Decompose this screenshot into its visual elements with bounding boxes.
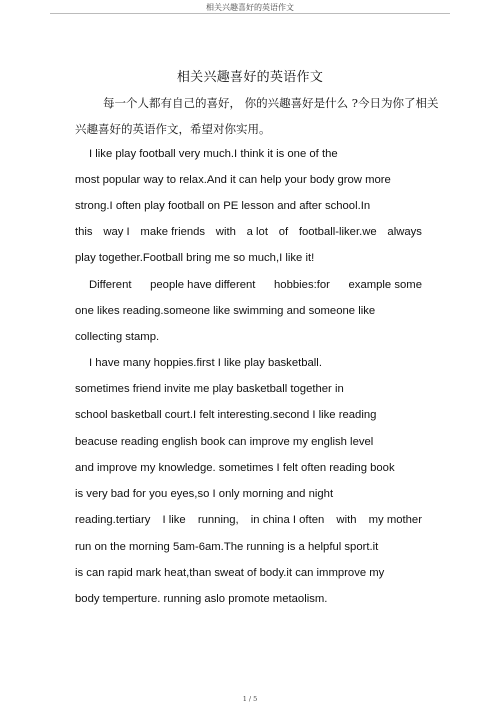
word: Different bbox=[89, 279, 132, 291]
word: this bbox=[75, 226, 93, 238]
paragraph-line: I like play football very much.I think it is one of the bbox=[89, 148, 338, 160]
word: make friends bbox=[140, 226, 206, 238]
paragraph-line: most popular way to relax.And it can help your body grow more bbox=[75, 174, 391, 186]
paragraph-line-justified bbox=[75, 226, 422, 238]
paragraph-line: and improve my knowledge. sometimes I felt often reading book bbox=[75, 462, 395, 474]
word: football-liker.we bbox=[298, 226, 377, 238]
word: in china I often bbox=[250, 514, 325, 526]
word: my mother bbox=[368, 514, 422, 526]
word: way I bbox=[103, 226, 130, 238]
word: with bbox=[336, 514, 357, 526]
word: hobbies:for bbox=[274, 279, 330, 291]
running-header: 相关兴趣喜好的英语作文 bbox=[206, 3, 294, 12]
word: running, bbox=[197, 514, 239, 526]
paragraph-line-justified bbox=[89, 279, 422, 291]
word: with bbox=[215, 226, 236, 238]
word: always bbox=[387, 226, 422, 238]
paragraph-line: school basketball court.I felt interesting.second I like reading bbox=[75, 409, 377, 421]
intro-line: 每一个人都有自己的喜好， 你的兴趣喜好是什么 ?今日为你了相关 bbox=[103, 96, 439, 110]
paragraph-line: is very bad for you eyes,so I only morning and night bbox=[75, 488, 334, 500]
word: a lot bbox=[246, 226, 268, 238]
word: of bbox=[278, 226, 289, 238]
paragraph-line: beacuse reading english book can improve my english level bbox=[75, 436, 374, 448]
intro-line: 兴趣喜好的英语作文，希望对你实用。 bbox=[75, 122, 271, 136]
paragraph-line: one likes reading.someone like swimming and someone like bbox=[75, 305, 376, 317]
paragraph-line: body temperture. running aslo promote metaolism. bbox=[75, 593, 328, 605]
word: reading.tertiary bbox=[75, 514, 151, 526]
paragraph-line: I have many hoppies.first I like play basketball. bbox=[89, 357, 322, 369]
page-number: 1 / 5 bbox=[242, 695, 258, 703]
word: people have different bbox=[150, 279, 256, 291]
word: example some bbox=[348, 279, 422, 291]
word: I like bbox=[162, 514, 186, 526]
paragraph-line: run on the morning 5am-6am.The running is a helpful sport.it bbox=[75, 541, 379, 553]
paragraph-line: is can rapid mark heat,than sweat of body.it can immprove my bbox=[75, 567, 385, 579]
paragraph-line-justified bbox=[75, 514, 422, 526]
paragraph-line: play together.Football bring me so much,I like it! bbox=[75, 252, 315, 264]
paragraph-line: strong.I often play football on PE lesson and after school.In bbox=[75, 200, 371, 212]
header-divider bbox=[50, 13, 450, 14]
paragraph-line: collecting stamp. bbox=[75, 331, 160, 343]
paragraph-line: sometimes friend invite me play basketball together in bbox=[75, 383, 344, 395]
document-title: 相关兴趣喜好的英语作文 bbox=[176, 70, 324, 85]
